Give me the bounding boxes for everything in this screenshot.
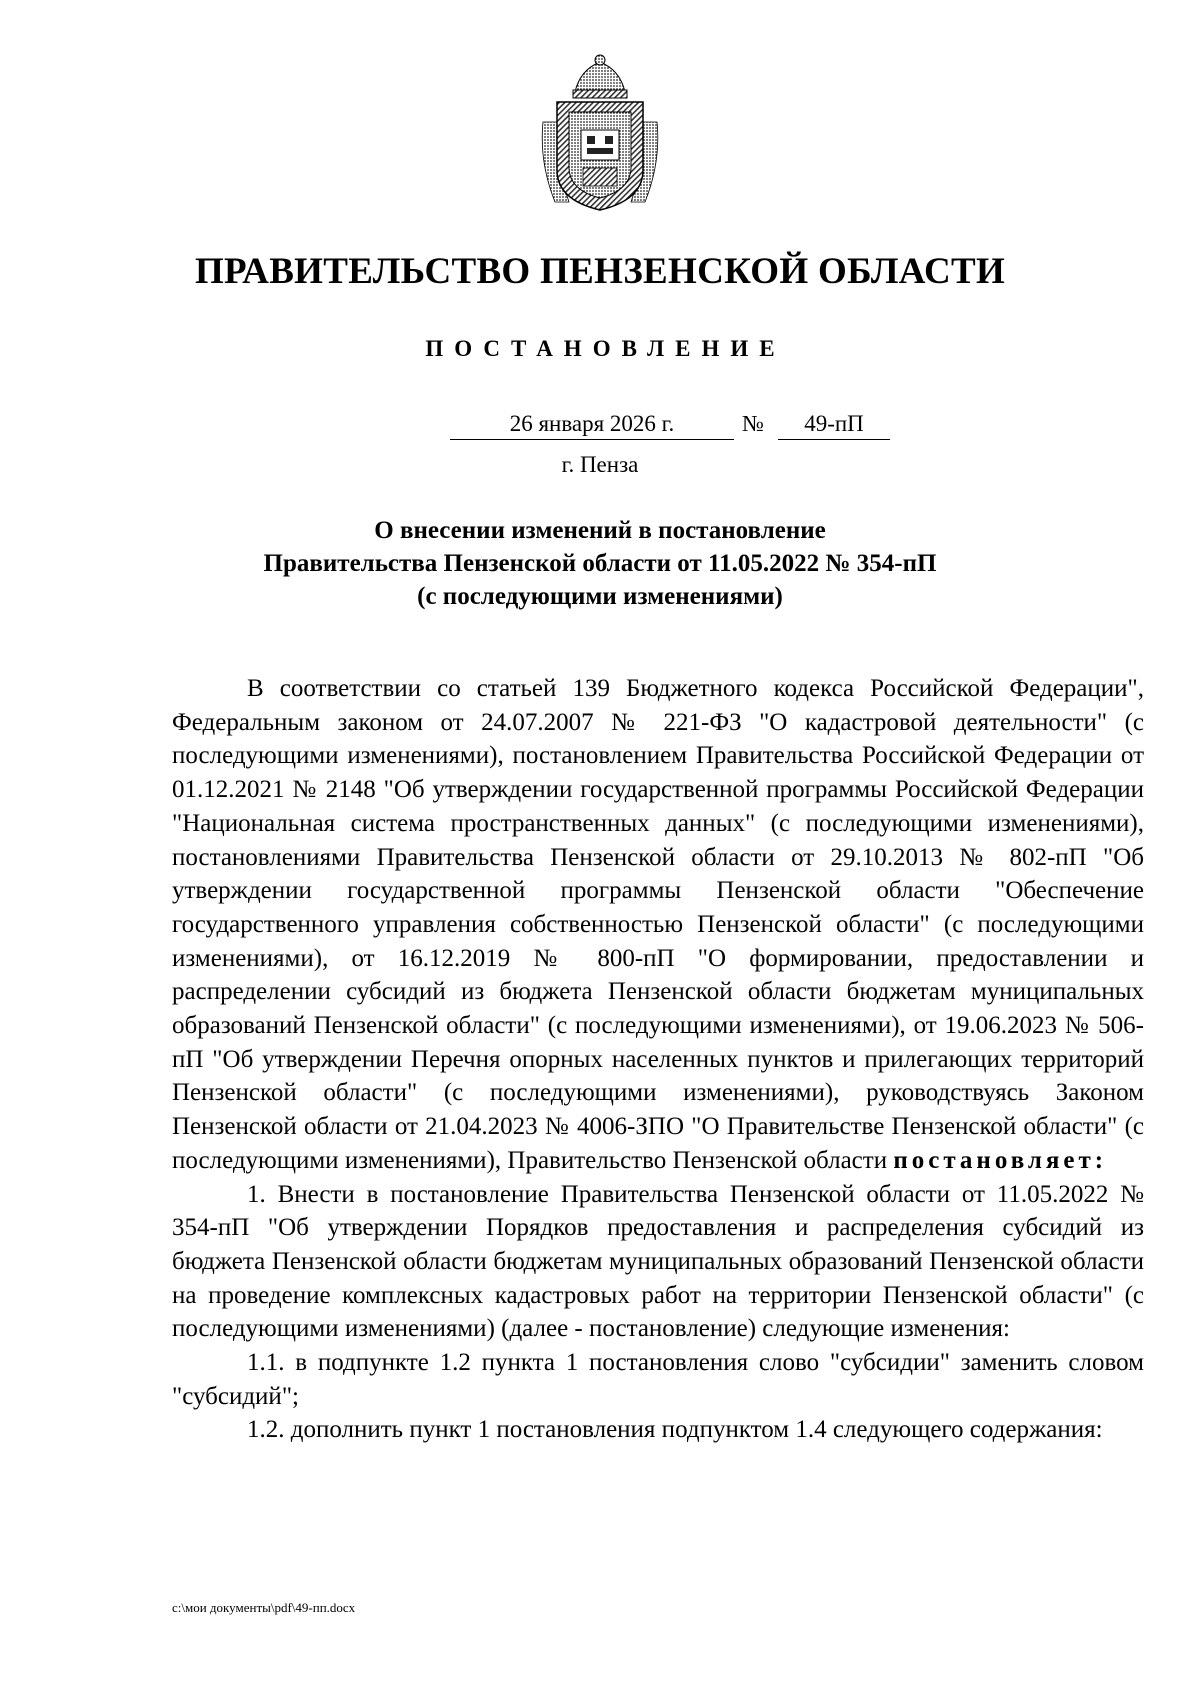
subject-line-1: О внесении изменений в постановление <box>374 517 826 544</box>
document-subject <box>0 514 1200 613</box>
item-1-2: 1.2. дополнить пункт 1 постановления подпунктом 1.4 следующего содержания: <box>247 1416 1103 1444</box>
subject-line-2: Правительства Пензенской области от 11.05.2022 № 354-пП <box>263 550 937 577</box>
item-1-1: 1.1. в подпункте 1.2 пункта 1 постановления слово "субсидии" заменить словом "субсидий"; <box>172 1349 1144 1410</box>
document-number: 49-пП <box>778 410 890 440</box>
coat-of-arms-emblem <box>535 52 665 214</box>
city: г. Пенза <box>561 452 639 477</box>
document-body <box>172 672 1144 1447</box>
file-path-footer: c:\мои документы\pdf\49-пп.docx <box>172 1600 356 1615</box>
preamble-paragraph <box>172 672 1144 1178</box>
subject-line-3: (с последующими изменениями) <box>417 583 783 610</box>
document-type: ПОСТАНОВЛЕНИЕ <box>425 336 786 361</box>
number-sign: № <box>742 411 764 436</box>
preamble-text: В соответствии со статьей 139 Бюджетного кодекса Российской Федерации", Федеральным законом от 24.07.2007 № 221-ФЗ "О кадастровой деятельности" (с последующими изменениями), постановлением Правительства Российской Федерации от 01.12.2021 № 2148 "Об утверждении государственной программы Российской Федерации "Национальная система пространственных данных" (с последующими изменениями), постановлениями Правительства Пензенской области от 29.10.2013 № 802-пП "Об утверждении государственной программы Пензенской области "Обеспечение государственного управления собственностью Пензенской области" (с последующими изменениями), от 16.12.2019 № 800-пП "О формировании, предоставлении и распределении субсидий из бюджета Пензенской области бюджетам муниципальных образований Пензенской области" (с последующими изменениями), от 19.06.2023 № 506-пП "Об утверждении Перечня опорных населенных пунктов и прилегающих территорий Пензенской области" (с последующими изменениями), руководствуясь Законом Пензенской области от 21.04.2023 № 4006-ЗПО "О Правительстве Пензенской области" (с последующими изменениями), Правительство Пензенской области <box>172 675 1144 1174</box>
resolves-word: постановляет: <box>893 1146 1108 1174</box>
government-title: ПРАВИТЕЛЬСТВО ПЕНЗЕНСКОЙ ОБЛАСТИ <box>194 251 1006 292</box>
document-date: 26 января 2026 г. <box>450 410 734 440</box>
item-1: 1. Внести в постановление Правительства Пензенской области от 11.05.2022 № 354-пП "Об утверждении Порядков предоставления и распределения субсидий из бюджета Пензенской области бюджетам муниципальных образований Пензенской области на проведение комплексных кадастровых работ на территории Пензенской области" (с последующими изменениями) (далее - постановление) следующие изменения: <box>172 1180 1144 1343</box>
